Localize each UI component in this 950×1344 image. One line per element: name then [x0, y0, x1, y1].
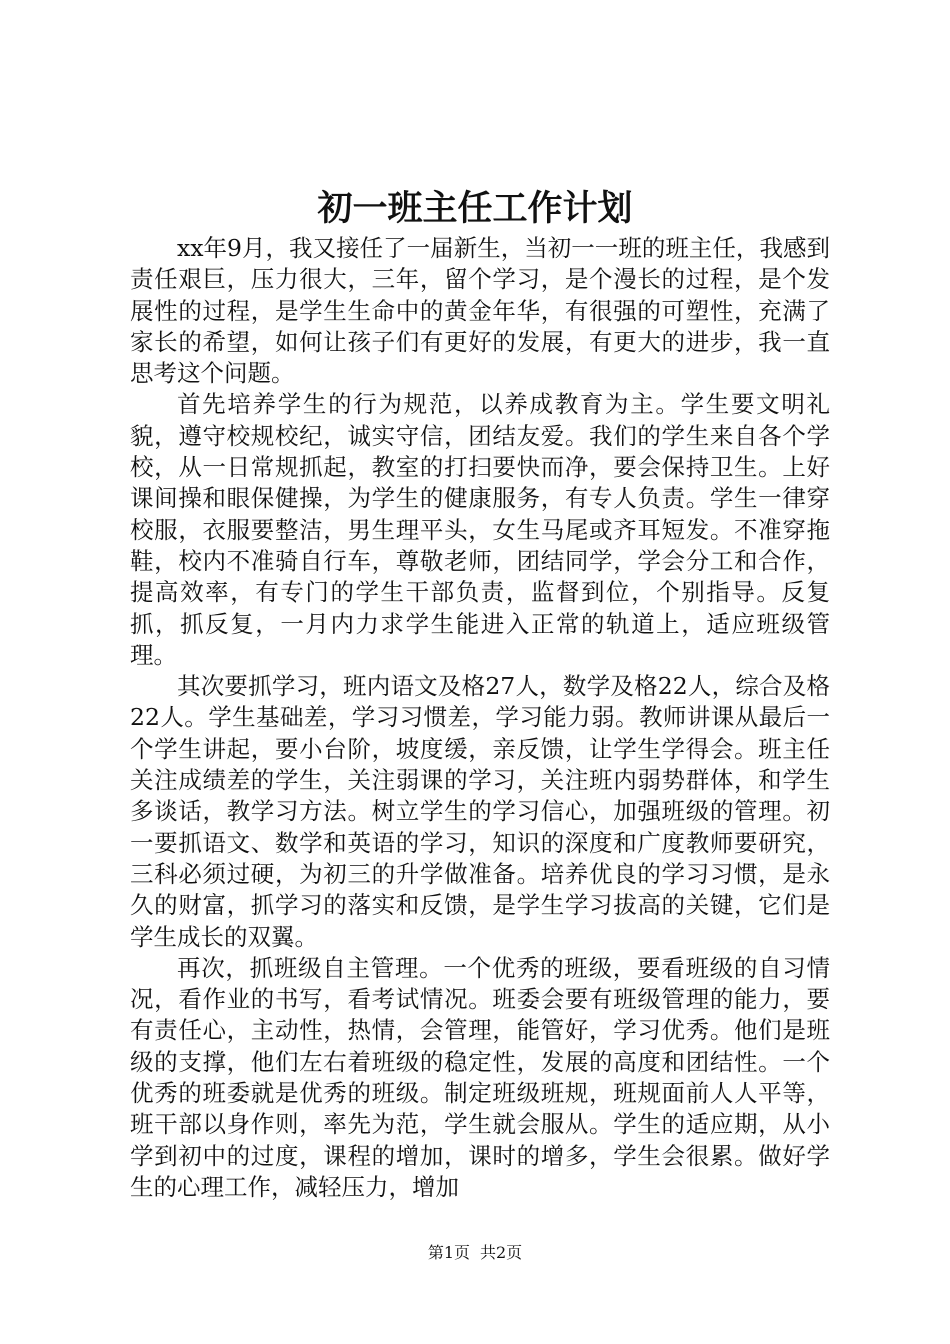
page-footer — [0, 1242, 950, 1264]
paragraph-study: 其次要抓学习，班内语文及格27人，数学及格22人，综合及格22人。学生基础差，学习习惯差，学习能力弱。教师讲课从最后一个学生讲起，要小台阶，坡度缓，亲反馈，让学生学得会。班主任关注成绩差的学生，关注弱课的学习，关注班内弱势群体，和学生多谈话，教学习方法。树立学生的学习信心，加强班级的管理。初一要抓语文、数学和英语的学习，知识的深度和广度教师要研究，三科必须过硬，为初三的升学做准备。培养优良的学习习惯，是永久的财富，抓学习的落实和反馈，是学生学习拔高的关键，它们是学生成长的双翼。 — [130, 672, 830, 951]
page-total: 共2页 — [480, 1243, 523, 1262]
document-title: 初一班主任工作计划 — [317, 188, 633, 229]
paragraph-intro: xx年9月，我又接任了一届新生，当初一一班的班主任，我感到责任艰巨，压力很大，三年，留个学习，是个漫长的过程，是个发展性的过程，是学生生命中的黄金年华，有很强的可塑性，充满了家长的希望，如何让孩子们有更好的发展，有更大的进步，我一直思考这个问题。 — [130, 234, 830, 388]
paragraph-self-management: 再次，抓班级自主管理。一个优秀的班级，要看班级的自习情况，看作业的书写，看考试情况。班委会要有班级管理的能力，要有责任心，主动性，热情，会管理，能管好，学习优秀。他们是班级的支撑，他们左右着班级的稳定性，发展的高度和团结性。一个优秀的班委就是优秀的班级。制定班级班规，班规面前人人平等，班干部以身作则，率先为范，学生就会服从。学生的适应期，从小学到初中的过度，课程的增加，课时的增多，学生会很累。做好学生的心理工作，减轻压力，增加 — [130, 953, 830, 1201]
page-number: 第1页 — [427, 1243, 470, 1262]
document-body — [130, 233, 830, 1201]
paragraph-behavior: 首先培养学生的行为规范，以养成教育为主。学生要文明礼貌，遵守校规校纪，诚实守信，团结友爱。我们的学生来自各个学校，从一日常规抓起，教室的打扫要快而净，要会保持卫生。上好课间操和眼保健操，为学生的健康服务，有专人负责。学生一律穿校服，衣服要整洁，男生理平头，女生马尾或齐耳短发。不准穿拖鞋，校内不准骑自行车，尊敬老师，团结同学，学会分工和合作，提高效率，有专门的学生干部负责，监督到位，个别指导。反复抓，抓反复，一月内力求学生能进入正常的轨道上，适应班级管理。 — [130, 390, 830, 669]
